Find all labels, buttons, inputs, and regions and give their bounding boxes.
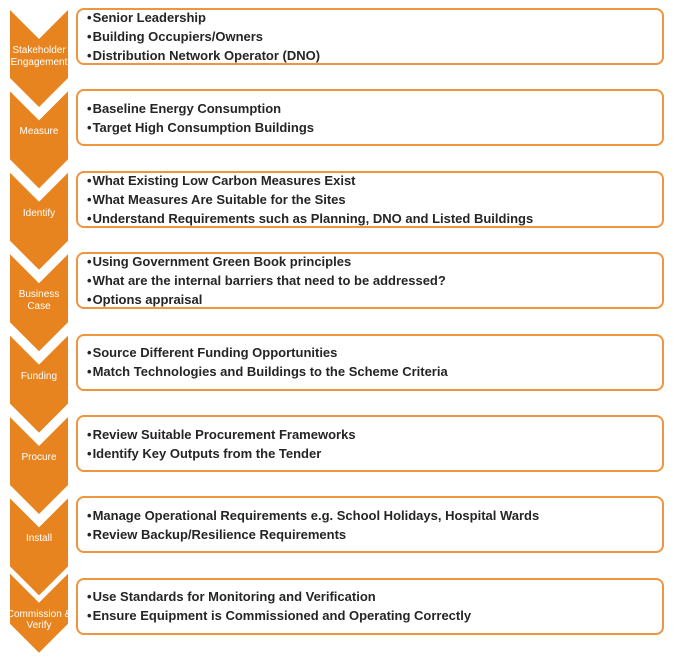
bullet-item xyxy=(87,525,654,544)
bullet-text: Building Occupiers/Owners xyxy=(92,29,264,44)
bullet-text: What are the internal barriers that need to be addressed? xyxy=(92,273,446,289)
bullet-text: Understand Requirements such as Planning, DNO and Listed Buildings xyxy=(92,210,534,226)
bullet-icon: • xyxy=(87,526,92,542)
bullet-icon: • xyxy=(87,48,92,63)
bullet-icon: • xyxy=(87,254,92,270)
bullet-text: Review Suitable Procurement Frameworks xyxy=(92,426,356,442)
bullet-item xyxy=(87,362,654,381)
bullet-text: Ensure Equipment is Commissioned and Operating Correctly xyxy=(92,608,472,624)
bullet-item xyxy=(87,252,654,271)
bullet-text: Source Different Funding Opportunities xyxy=(92,345,338,361)
bullet-item xyxy=(87,290,654,309)
bullet-icon: • xyxy=(87,426,92,442)
bullet-icon: • xyxy=(87,191,92,207)
bullet-icon: • xyxy=(87,445,92,461)
stage-box xyxy=(76,334,664,391)
bullet-icon: • xyxy=(87,292,92,308)
stage-box xyxy=(76,8,664,65)
bullet-item xyxy=(87,209,654,228)
bullet-item xyxy=(87,587,654,606)
bullet-item xyxy=(87,46,654,65)
bullet-text: Baseline Energy Consumption xyxy=(92,100,282,116)
bullet-text: Match Technologies and Buildings to the Scheme Criteria xyxy=(92,364,448,380)
stage-chevron-label: Install xyxy=(25,533,53,545)
bullet-icon: • xyxy=(87,210,92,226)
bullet-icon: • xyxy=(87,608,92,624)
bullet-icon: • xyxy=(87,507,92,523)
bullet-text: What Existing Low Carbon Measures Exist xyxy=(92,172,356,188)
bullet-text: Distribution Network Operator (DNO) xyxy=(92,48,321,63)
bullet-icon: • xyxy=(87,364,92,380)
bullet-text: Use Standards for Monitoring and Verification xyxy=(92,589,376,605)
bullet-icon: • xyxy=(87,172,92,188)
bullet-text: Using Government Green Book principles xyxy=(92,254,352,270)
bullet-item xyxy=(87,27,654,46)
stage-box xyxy=(76,89,664,146)
bullet-icon: • xyxy=(87,273,92,289)
bullet-text: Target High Consumption Buildings xyxy=(92,119,315,135)
bullet-icon: • xyxy=(87,345,92,361)
bullet-item xyxy=(87,444,654,463)
bullet-text: What Measures Are Suitable for the Sites xyxy=(92,191,346,207)
bullet-item xyxy=(87,506,654,525)
stage-box xyxy=(76,578,664,635)
bullet-item xyxy=(87,190,654,209)
bullet-icon: • xyxy=(87,10,92,25)
bullet-icon: • xyxy=(87,100,92,116)
bullet-icon: • xyxy=(87,29,92,44)
bullet-text: Review Backup/Resilience Requirements xyxy=(92,526,347,542)
bullet-icon: • xyxy=(87,589,92,605)
stage-chevron-label: Procure xyxy=(21,452,57,463)
stage-box xyxy=(76,415,664,472)
bullet-text: Manage Operational Requirements e.g. School Holidays, Hospital Wards xyxy=(92,507,540,523)
stage-chevron-label: Commission & Verify xyxy=(6,608,72,632)
bullet-item xyxy=(87,425,654,444)
bullet-item xyxy=(87,271,654,290)
stage-box xyxy=(76,496,664,553)
bullet-item xyxy=(87,8,654,27)
bullet-text: Senior Leadership xyxy=(92,10,206,25)
stage-chevron-label: Identify xyxy=(22,207,56,219)
bullet-item xyxy=(87,118,654,137)
bullet-icon: • xyxy=(87,119,92,135)
stage-chevron-label: Stakeholder Engagement xyxy=(10,45,68,68)
stage-chevron-label: Funding xyxy=(20,370,58,382)
bullet-item xyxy=(87,606,654,625)
bullet-text: Identify Key Outputs from the Tender xyxy=(92,445,322,461)
stage-box xyxy=(76,171,664,228)
bullet-item xyxy=(87,99,654,118)
bullet-item xyxy=(87,343,654,362)
bullet-text: Options appraisal xyxy=(92,292,203,308)
stage-chevron-label: Measure xyxy=(19,126,59,138)
bullet-item xyxy=(87,171,654,190)
stage-box xyxy=(76,252,664,309)
stage-chevron-label: Business Case xyxy=(18,289,60,312)
